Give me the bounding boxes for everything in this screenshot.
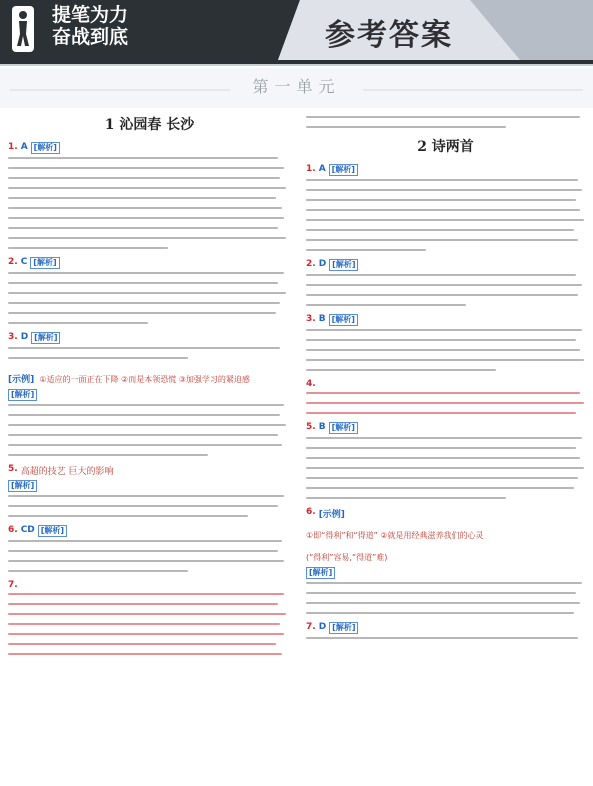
text-lines [8, 157, 291, 249]
question-number: 2. [306, 259, 316, 269]
answer-phrase: 高超的技艺 巨大的影响 [20, 467, 114, 477]
question-number: 6. [8, 525, 18, 535]
page-header [0, 0, 593, 66]
answer-letter: C [20, 257, 28, 267]
question-number: 4. [306, 379, 316, 389]
text-lines [8, 404, 291, 456]
text-lines [306, 116, 585, 128]
answer-item [8, 332, 291, 344]
analysis-tag: [解析] [31, 332, 60, 344]
answer-letter: B [318, 422, 326, 432]
analysis-tag: [解析] [30, 257, 59, 269]
header-slogan [52, 4, 128, 48]
analysis-tag: [解析] [8, 389, 37, 401]
example-answer-alt [306, 545, 585, 564]
right-column [306, 108, 585, 647]
answer-item [306, 422, 585, 434]
answer-item [8, 257, 291, 269]
text-lines [8, 272, 291, 324]
example-label: [示例] [318, 510, 345, 520]
runner-logo-icon [12, 6, 34, 52]
answer-item [306, 314, 585, 326]
section-title-left: 1 沁园春 长沙 [104, 117, 195, 133]
answer-item [8, 464, 291, 477]
answer-letter: D [318, 259, 327, 269]
answer-letter: D [20, 332, 29, 342]
left-column [8, 108, 291, 663]
text-lines [306, 437, 585, 499]
question-number: 5. [306, 422, 316, 432]
example-text: ①即“得利”和“得道” ②就是用经典滋养我们的心灵 [306, 531, 484, 540]
answer-item [8, 580, 291, 590]
answer-item [306, 259, 585, 271]
slogan-line-1: 提笔为力 [52, 4, 129, 26]
example-answer [306, 523, 585, 542]
question-number: 1. [306, 164, 316, 174]
page-title: 参考答案 [325, 18, 453, 53]
question-number: 3. [306, 314, 316, 324]
text-lines [306, 274, 585, 306]
unit-title: 第一单元 [252, 77, 341, 96]
analysis-tag: [解析] [38, 525, 67, 537]
text-lines [8, 540, 291, 572]
section-title-right: 2 诗两首 [417, 139, 474, 155]
analysis-tag: [解析] [31, 142, 60, 154]
answer-letter: A [318, 164, 326, 174]
text-lines [306, 582, 585, 614]
answer-item [306, 379, 585, 389]
answer-letter: A [20, 142, 28, 152]
question-number: 2. [8, 257, 18, 267]
text-lines [306, 329, 585, 371]
answer-item [8, 480, 291, 492]
analysis-tag: [解析] [329, 314, 358, 326]
answer-item [8, 525, 291, 537]
answer-item [8, 389, 291, 401]
text-lines [306, 179, 585, 251]
answer-letter: D [318, 622, 327, 632]
answer-item [306, 164, 585, 176]
answer-letter: CD [20, 525, 35, 535]
question-number: 3. [8, 332, 18, 342]
text-lines [8, 593, 291, 655]
analysis-tag: [解析] [306, 567, 335, 579]
slogan-line-2: 奋战到底 [52, 26, 129, 48]
text-lines [8, 347, 291, 359]
analysis-tag: [解析] [329, 422, 358, 434]
text-lines [306, 637, 585, 639]
analysis-tag: [解析] [329, 164, 358, 176]
answer-item [8, 142, 291, 154]
answer-item [306, 567, 585, 579]
analysis-tag: [解析] [329, 259, 358, 271]
example-answer [8, 367, 291, 386]
question-number: 5. [8, 464, 18, 474]
example-label: [示例] [8, 375, 35, 385]
question-number: 6. [306, 507, 316, 517]
answer-item [306, 622, 585, 634]
answer-item [306, 507, 585, 520]
question-number: 7. [306, 622, 316, 632]
text-lines [8, 495, 291, 517]
analysis-tag: [解析] [8, 480, 37, 492]
text-lines [306, 392, 585, 414]
analysis-tag: [解析] [329, 622, 358, 634]
question-number: 7. [8, 580, 18, 590]
example-sub-text: (“得利”容易,“得道”难) [306, 553, 388, 562]
question-number: 1. [8, 142, 18, 152]
example-text: ①适应的一面正在下降 ②而是本领恐慌 ③加强学习的紧迫感 [39, 375, 250, 384]
answer-letter: B [318, 314, 326, 324]
